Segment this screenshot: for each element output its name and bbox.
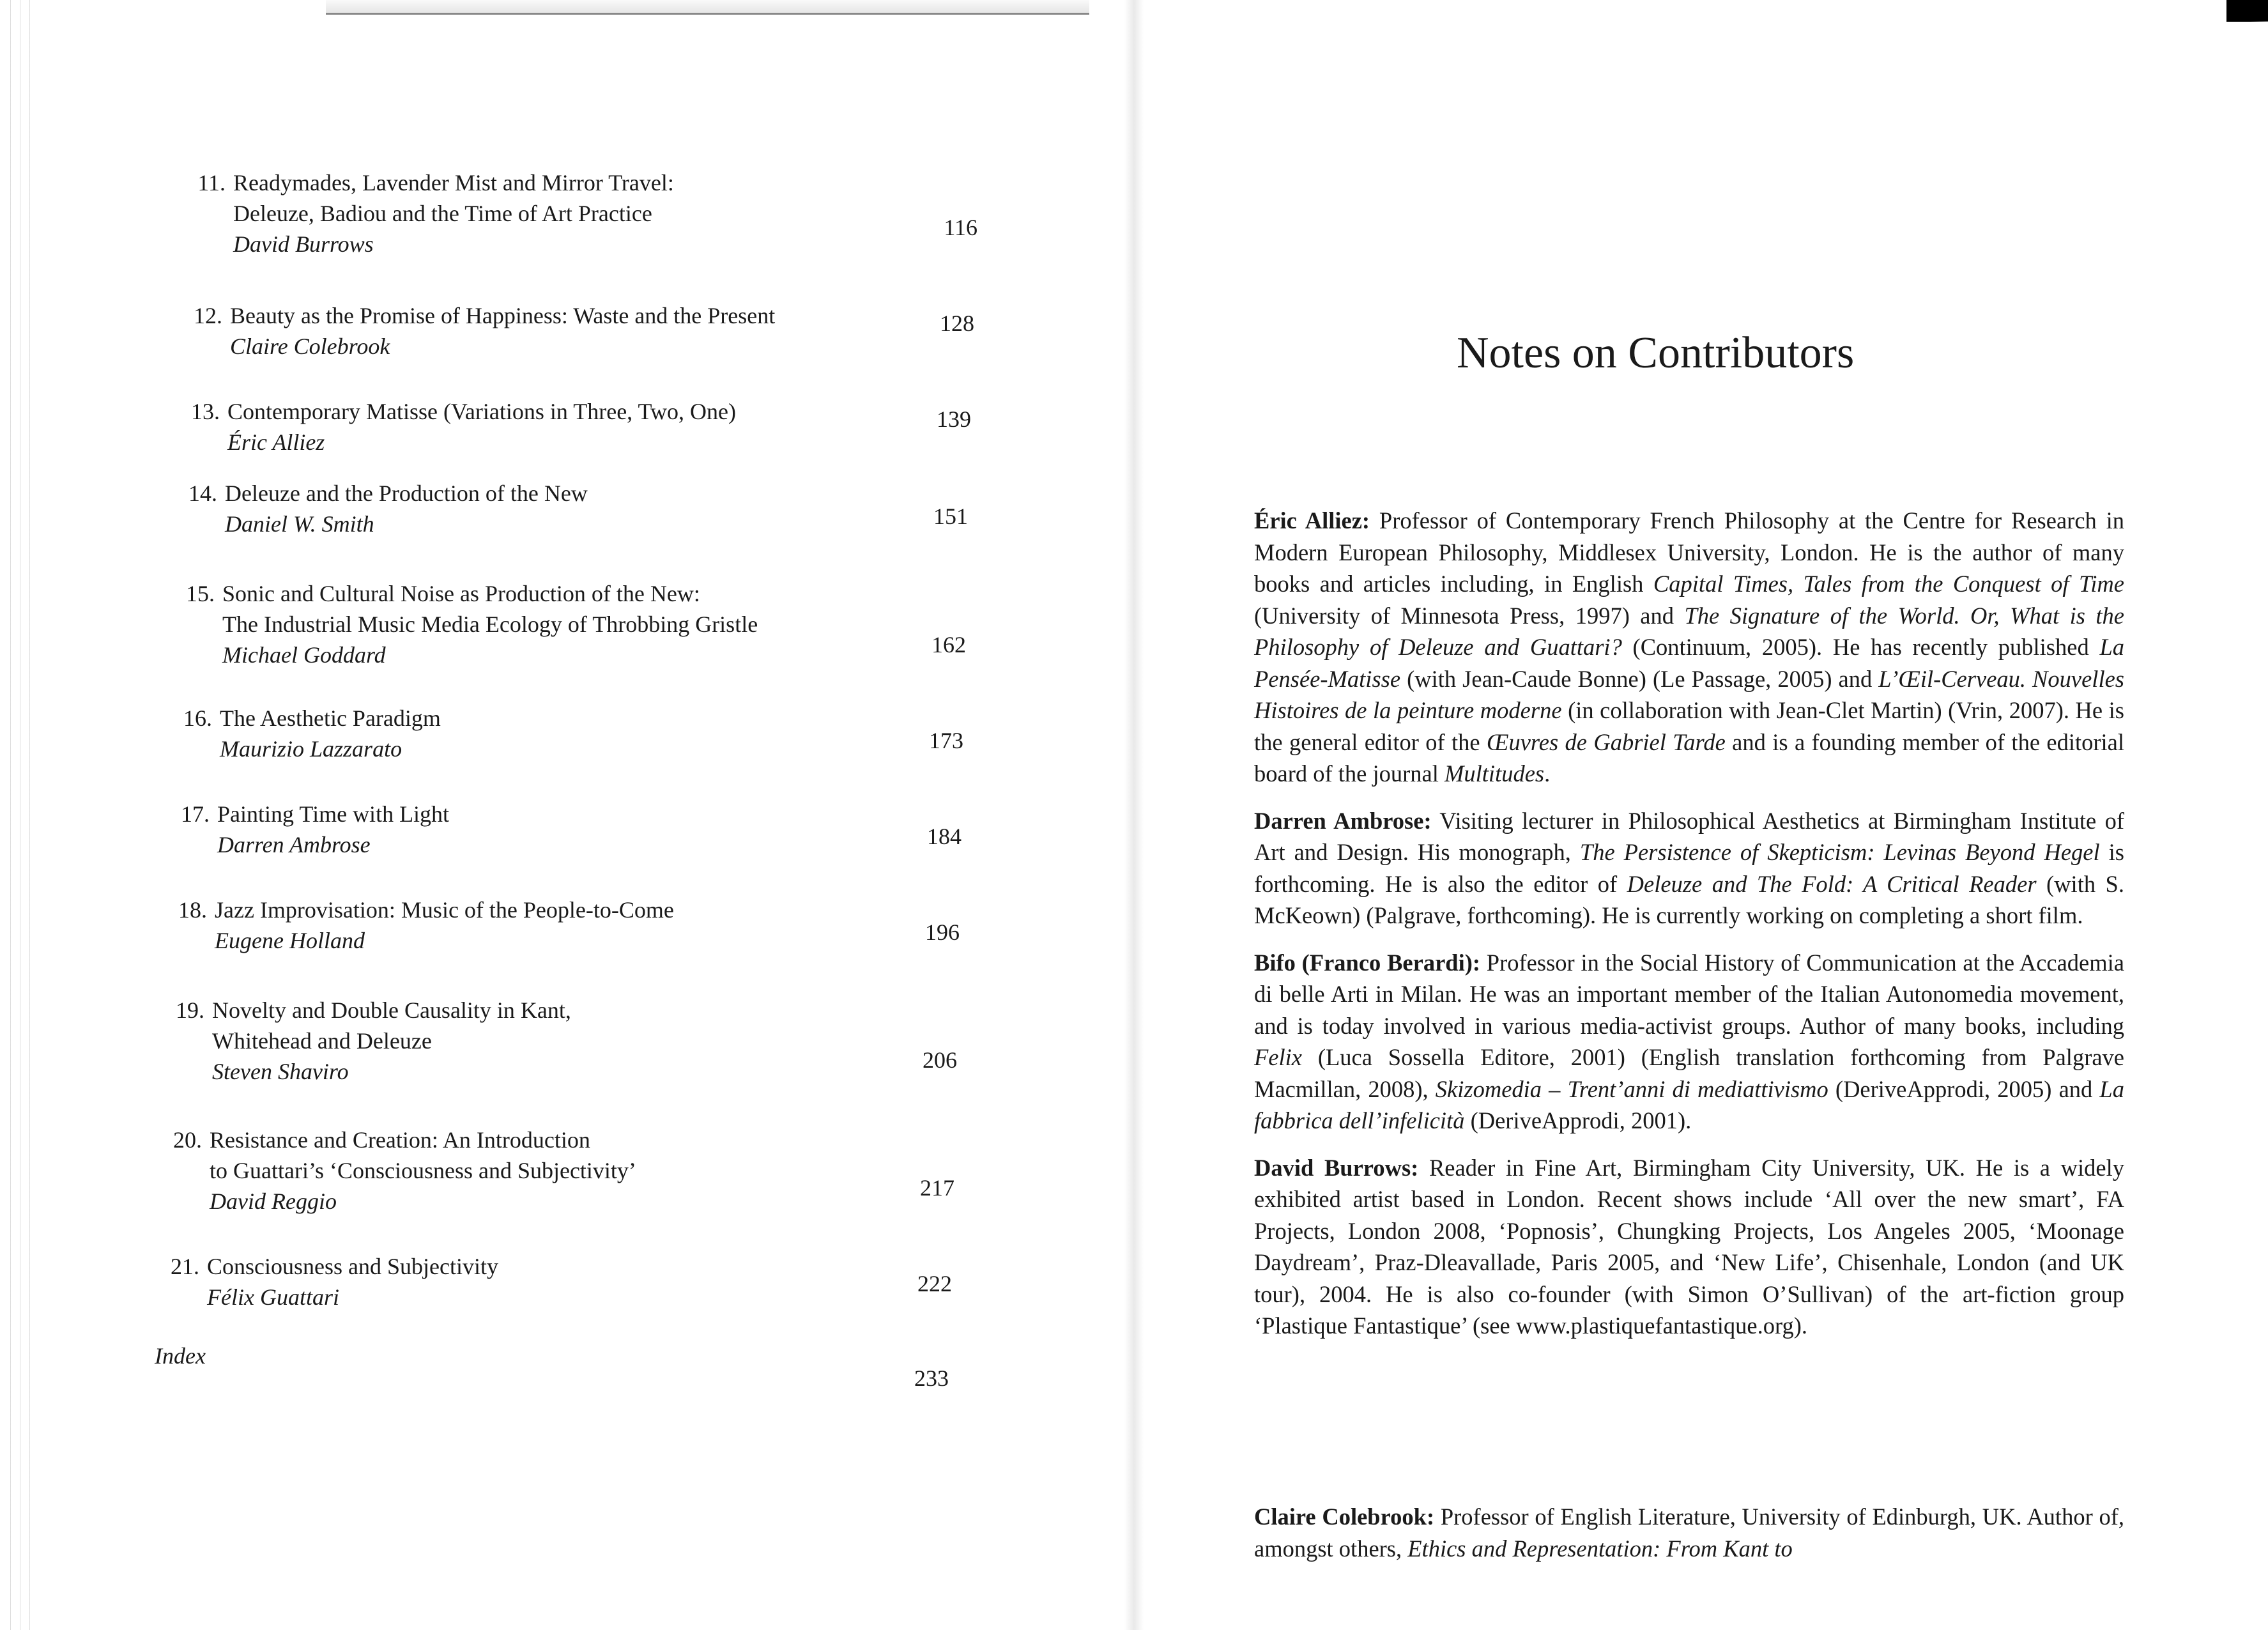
toc-chapter-title: to Guattari’s ‘Consciousness and Subjectivity’ — [210, 1158, 636, 1183]
toc-chapter-title: Deleuze and the Production of the New — [225, 481, 588, 506]
contributor-name: Bifo (Franco Berardi): — [1254, 949, 1481, 976]
toc-entry-text — [217, 799, 920, 860]
toc-entry-number: 21. — [171, 1254, 199, 1279]
toc-chapter-title: Novelty and Double Causality in Kant, — [212, 997, 571, 1023]
work-title: Capital Times, Tales from the Conquest of Time — [1653, 571, 2124, 597]
contributor-note-cut — [1254, 1501, 2124, 1575]
note-text: Professor in the Social History of Communication at the Accademia di belle Arti in Milan. He was an important member of the Italian Autonomedia movement, and is today involved in various media-activist groups. Author of many books, including — [1254, 949, 2124, 1039]
work-title: Skizomedia – Trent’anni di mediattivismo — [1435, 1075, 1828, 1102]
toc-chapter-title: Sonic and Cultural Noise as Production of the New: — [222, 581, 700, 606]
contributor-note — [1254, 505, 2124, 790]
work-title: Œuvres de Gabriel Tarde — [1487, 728, 1726, 755]
work-title: L’Œil-Cerveau. Nouvelles Histoires de la peinture moderne — [1254, 665, 2124, 723]
toc-entry-text — [220, 703, 923, 764]
work-title: Multitudes — [1444, 760, 1545, 787]
toc-entry-number: 12. — [194, 303, 222, 328]
toc-page-number: 151 — [933, 504, 968, 529]
scan-edge-marks — [6, 0, 38, 1630]
note-text: and is a founding member of the editorial board of the journal — [1254, 728, 2125, 787]
toc-entry-number: 14. — [188, 481, 217, 506]
toc-chapter-title: The Industrial Music Media Ecology of Throbbing Gristle — [222, 611, 758, 637]
toc-chapter-author: Éric Alliez — [227, 429, 325, 455]
note-text: (Continuum, 2005). He has recently published — [1621, 634, 2100, 660]
toc-page-number: 217 — [920, 1175, 954, 1201]
note-text: Professor of Contemporary French Philosophy at the Centre for Research in Modern European Philosophy, Middlesex University, London. He is the author of many books and articles including, in English — [1254, 507, 2125, 597]
toc-entry-text — [225, 478, 928, 539]
toc-page-number: 128 — [940, 311, 974, 336]
work-title: The Persistence of Skepticism: Levinas Beyond Hegel — [1579, 839, 2100, 865]
scan-top-edge — [326, 0, 1089, 15]
note-text: (DeriveApprodi, 2005) and — [1828, 1075, 2100, 1102]
contributor-name: Éric Alliez: — [1254, 507, 1370, 534]
toc-chapter-title: Consciousness and Subjectivity — [207, 1254, 498, 1279]
contributor-note — [1254, 805, 2124, 932]
toc-chapter-author: Claire Colebrook — [230, 334, 390, 359]
toc-chapter-title: Painting Time with Light — [217, 801, 450, 827]
toc-chapter-title: Deleuze, Badiou and the Time of Art Practice — [233, 201, 652, 226]
scan-top-shadow — [2226, 0, 2268, 22]
work-title: Felix — [1254, 1044, 1302, 1070]
toc-entry-text — [227, 396, 930, 457]
toc-chapter-author: Michael Goddard — [222, 642, 386, 668]
toc-entry-text — [215, 895, 917, 956]
toc-page-number: 222 — [917, 1271, 952, 1296]
toc-entry-number: 18. — [178, 897, 207, 923]
toc-entry-number: 15. — [186, 581, 215, 606]
contributor-name: Darren Ambrose: — [1254, 807, 1432, 834]
toc-chapter-author: Daniel W. Smith — [225, 511, 374, 537]
toc-page-number: 162 — [931, 632, 966, 657]
contributor-notes — [1254, 505, 2124, 1357]
contributor-name: David Burrows: — [1254, 1154, 1419, 1181]
toc-chapter-author: David Reggio — [210, 1188, 337, 1214]
toc-entry-text — [222, 578, 925, 670]
work-title: La Pensée-Matisse — [1254, 634, 2124, 692]
toc-entry-number: 19. — [176, 997, 204, 1023]
toc-entry-text — [212, 995, 915, 1087]
toc-entry-number: 17. — [181, 801, 210, 827]
toc-chapter-author: Darren Ambrose — [217, 832, 371, 857]
toc-chapter-title: Jazz Improvisation: Music of the People-to-Come — [215, 897, 674, 923]
toc-page-number: 196 — [925, 919, 960, 945]
toc-index-page: 233 — [914, 1365, 949, 1391]
toc-chapter-author: Eugene Holland — [215, 928, 365, 953]
toc-chapter-title: Beauty as the Promise of Happiness: Waste and the Present — [230, 303, 776, 328]
toc-entry-text — [207, 1251, 910, 1312]
toc-chapter-author: Steven Shaviro — [212, 1059, 349, 1084]
note-text: (with S. McKeown) (Palgrave, forthcoming). He is currently working on completing a short film. — [1254, 870, 2124, 928]
toc-entry-text — [230, 300, 933, 362]
work-title: La fabbrica dell’infelicità — [1254, 1075, 2124, 1134]
toc-page-number: 116 — [944, 215, 977, 240]
toc-chapter-author: Félix Guattari — [207, 1284, 339, 1310]
toc-page-number: 206 — [923, 1047, 957, 1073]
note-text: is forthcoming. He is also the editor of — [1254, 839, 2124, 897]
toc-entry-number: 11. — [197, 170, 226, 196]
toc-entry-text — [210, 1125, 912, 1217]
note-text: Professor of English Literature, University of Edinburgh, UK. Author of, amongst others, — [1254, 1503, 2124, 1562]
toc-index-label: Index — [155, 1343, 206, 1369]
toc-chapter-title: Whitehead and Deleuze — [212, 1028, 432, 1054]
toc-chapter-title: Resistance and Creation: An Introduction — [210, 1127, 590, 1153]
toc-chapter-title: Contemporary Matisse (Variations in Three, Two, One) — [227, 399, 736, 424]
toc-chapter-title: Readymades, Lavender Mist and Mirror Travel: — [233, 170, 674, 196]
toc-entry-text — [233, 167, 936, 259]
note-text: Visiting lecturer in Philosophical Aesthetics at Birmingham Institute of Art and Design. His monograph, — [1254, 807, 2124, 865]
toc-chapter-title: The Aesthetic Paradigm — [220, 705, 441, 731]
note-text: (University of Minnesota Press, 1997) and — [1254, 602, 1685, 629]
work-title: Deleuze and The Fold: A Critical Reader — [1627, 870, 2037, 897]
note-text: (DeriveApprodi, 2001). — [1464, 1107, 1692, 1134]
note-text: . — [1544, 760, 1551, 787]
contributor-note — [1254, 1501, 2124, 1564]
note-text: Reader in Fine Art, Birmingham City University, UK. He is a widely exhibited artist based in London. Recent shows include ‘All over the new smart’, FA Projects, London 2008, ‘Popnosis’, Chungking Projects, Los Angeles 2005, ‘Moonage Daydream’, Praz-Dleavallade, Paris 2005, and ‘New Life’, Chisenhale, London (and UK tour), 2004. He is also co-founder (with Simon O’Sullivan) of the art-fiction group ‘Plastique Fantastique’ (see www.plastiquefantastique.org). — [1254, 1154, 2124, 1339]
work-title: The Signature of the World. Or, What is the Philosophy of Deleuze and Guattari? — [1254, 602, 2124, 660]
toc-page-number: 184 — [927, 824, 962, 849]
toc-entry-number: 20. — [173, 1127, 202, 1153]
contributor-note — [1254, 1152, 2124, 1342]
toc-page-number: 173 — [929, 728, 963, 753]
note-text: (in collaboration with Jean-Clet Martin) (Vrin, 2007). He is the general editor of the — [1254, 697, 2124, 755]
page-title: Notes on Contributors — [1457, 328, 1855, 378]
toc-page-number: 139 — [937, 406, 971, 432]
toc-chapter-author: Maurizio Lazzarato — [220, 736, 402, 762]
toc-entry-number: 16. — [183, 705, 212, 731]
toc-chapter-author: David Burrows — [233, 231, 374, 257]
toc-entry-number: 13. — [191, 399, 220, 424]
note-text: (with Jean-Caude Bonne) (Le Passage, 2005) and — [1400, 665, 1879, 692]
contributor-note — [1254, 947, 2124, 1137]
note-text: (Luca Sossella Editore, 2001) (English translation forthcoming from Palgrave Macmillan, 2008), — [1254, 1044, 2124, 1102]
work-title: Ethics and Representation: From Kant to — [1407, 1535, 1793, 1562]
contributor-name: Claire Colebrook: — [1254, 1503, 1435, 1530]
